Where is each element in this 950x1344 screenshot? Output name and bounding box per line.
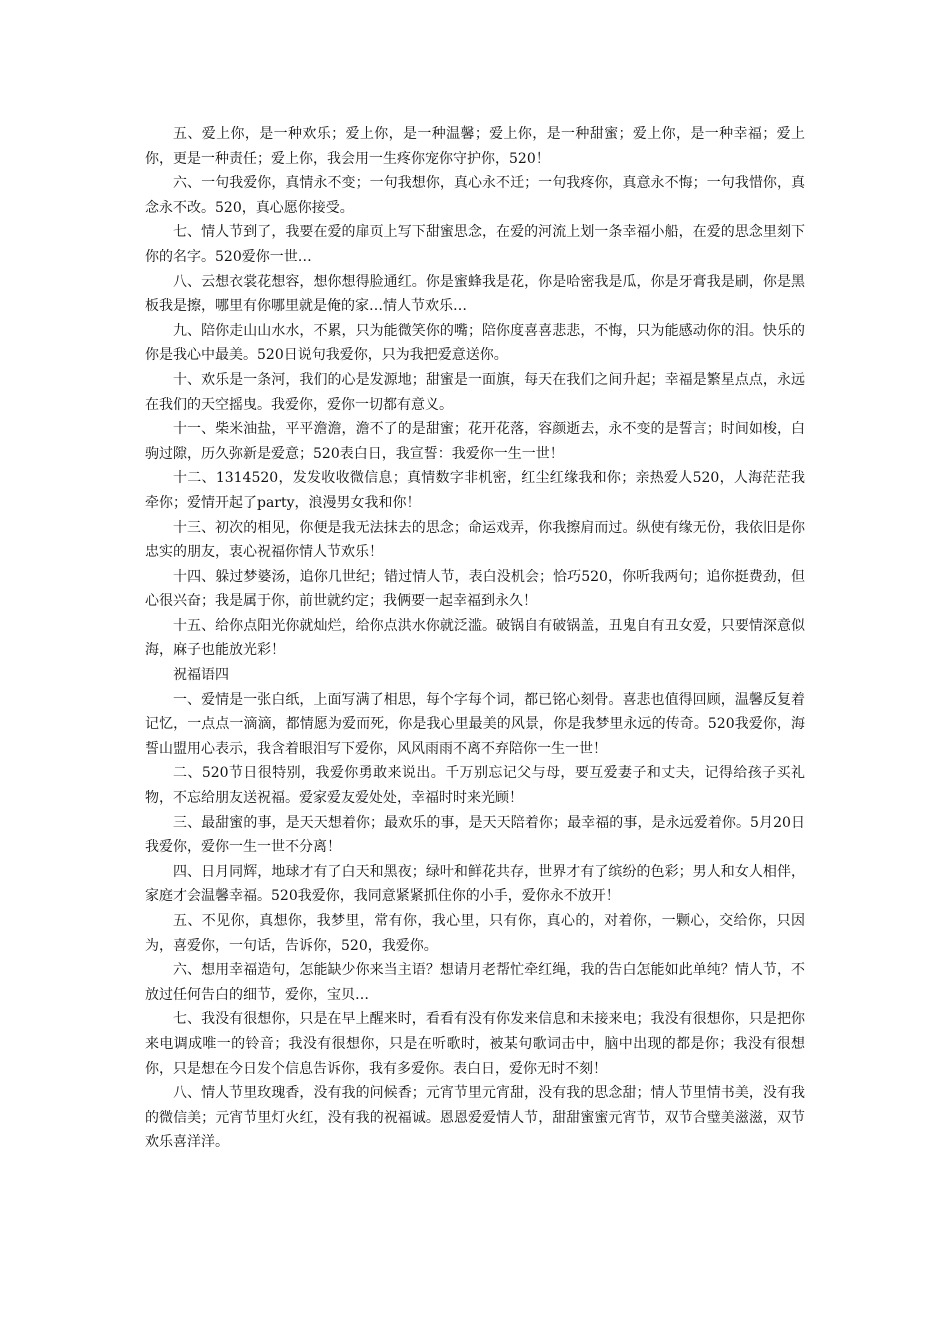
section-title: 祝福语四 bbox=[173, 667, 229, 684]
paragraph: 五、不见你，真想你，我梦里，常有你，我心里，只有你，真心的，对着你，一颗心，交给你，只因为，喜爱你，一句话，告诉你，520，我爱你。 bbox=[145, 913, 805, 954]
paragraph: 二、520节日很特别，我爱你勇敢来说出。千万别忘记父与母，要互爱妻子和丈夫，记得给孩子买礼物，不忘给朋友送祝福。爱家爱友爱处处，幸福时时来光顾！ bbox=[145, 765, 805, 807]
paragraph: 十五、给你点阳光你就灿烂，给你点洪水你就泛滥。破锅自有破锅盖，丑鬼自有丑女爱，只要情深意似海，麻子也能放光彩！ bbox=[145, 617, 805, 659]
paragraph: 三、最甜蜜的事，是天天想着你；最欢乐的事，是天天陪着你；最幸福的事，是永远爱着你。5月20日我爱你，爱你一生一世不分离！ bbox=[145, 814, 805, 856]
paragraph: 六、想用幸福造句，怎能缺少你来当主语？想请月老帮忙牵红绳，我的告白怎能如此单纯？情人节，不放过任何告白的细节，爱你，宝贝… bbox=[145, 962, 805, 1003]
document-page bbox=[145, 122, 805, 1155]
paragraph: 十二、1314520，发发收收微信息；真情数字非机密，红尘红缘我和你；亲热爱人520，人海茫茫我牵你；爱情开起了party，浪漫男女我和你！ bbox=[145, 470, 805, 511]
paragraph: 十三、初次的相见，你便是我无法抹去的思念；命运戏弄，你我擦肩而过。纵使有缘无份，我依旧是你忠实的朋友，衷心祝福你情人节欢乐！ bbox=[145, 519, 805, 561]
paragraph: 七、情人节到了，我要在爱的扉页上写下甜蜜思念，在爱的河流上划一条幸福小船，在爱的思念里刻下你的名字。520爱你一世… bbox=[145, 224, 805, 265]
paragraph: 八、情人节里玫瑰香，没有我的问候香；元宵节里元宵甜，没有我的思念甜；情人节里情书美，没有我的微信美；元宵节里灯火红，没有我的祝福诚。恩恩爱爱情人节，甜甜蜜蜜元宵节，双节合璧美滋滋，双节欢乐喜洋洋。 bbox=[145, 1085, 805, 1151]
paragraph: 十四、躲过梦婆汤，追你几世纪；错过情人节，表白没机会；恰巧520，你听我两句；追你挺费劲，但心很兴奋；我是属于你，前世就约定；我俩要一起幸福到永久！ bbox=[145, 568, 805, 610]
paragraph: 一、爱情是一张白纸，上面写满了相思，每个字每个词，都已铭心刻骨。喜悲也值得回顾，温馨反复着记忆，一点点一滴滴，都情愿为爱而死，你是我心里最美的风景，你是我梦里永远的传奇。520我爱你，海誓山盟用心表示，我含着眼泪写下爱你，风风雨雨不离不弃陪你一生一世！ bbox=[145, 691, 805, 757]
paragraph: 五、爱上你，是一种欢乐；爱上你，是一种温馨；爱上你，是一种甜蜜；爱上你，是一种幸福；爱上你，更是一种责任；爱上你，我会用一生疼你宠你守护你，520！ bbox=[145, 126, 805, 167]
paragraph: 七、我没有很想你，只是在早上醒来时，看看有没有你发来信息和未接来电；我没有很想你，只是把你来电调成唯一的铃音；我没有很想你，只是在听歌时，被某句歌词击中，脑中出现的都是你；我没有很想你，只是想在今日发个信息告诉你，我有多爱你。表白日，爱你无时不刻！ bbox=[145, 1011, 805, 1077]
paragraph: 九、陪你走山山水水，不累，只为能微笑你的嘴；陪你度喜喜悲悲，不悔，只为能感动你的泪。快乐的你是我心中最美。520日说句我爱你，只为我把爱意送你。 bbox=[145, 322, 805, 364]
paragraph: 十、欢乐是一条河，我们的心是发源地；甜蜜是一面旗，每天在我们之间升起；幸福是繁星点点，永远在我们的天空摇曳。我爱你，爱你一切都有意义。 bbox=[145, 371, 805, 413]
paragraph: 八、云想衣裳花想容，想你想得脸通红。你是蜜蜂我是花，你是哈密我是瓜，你是牙膏我是刷，你是黑板我是擦，哪里有你哪里就是俺的家…情人节欢乐… bbox=[145, 273, 805, 315]
paragraph: 四、日月同辉，地球才有了白天和黑夜；绿叶和鲜花共存，世界才有了缤纷的色彩；男人和女人相伴，家庭才会温馨幸福。520我爱你，我同意紧紧抓住你的小手，爱你永不放开！ bbox=[145, 863, 805, 905]
paragraph: 十一、柴米油盐，平平澹澹，澹不了的是甜蜜；花开花落，容颜逝去，永不变的是誓言；时间如梭，白驹过隙，历久弥新是爱意；520表白日，我宣誓：我爱你一生一世！ bbox=[145, 421, 805, 462]
paragraph: 六、一句我爱你，真情永不变；一句我想你，真心永不迁；一句我疼你，真意永不悔；一句我惜你，真念永不改。520，真心愿你接受。 bbox=[145, 175, 805, 216]
